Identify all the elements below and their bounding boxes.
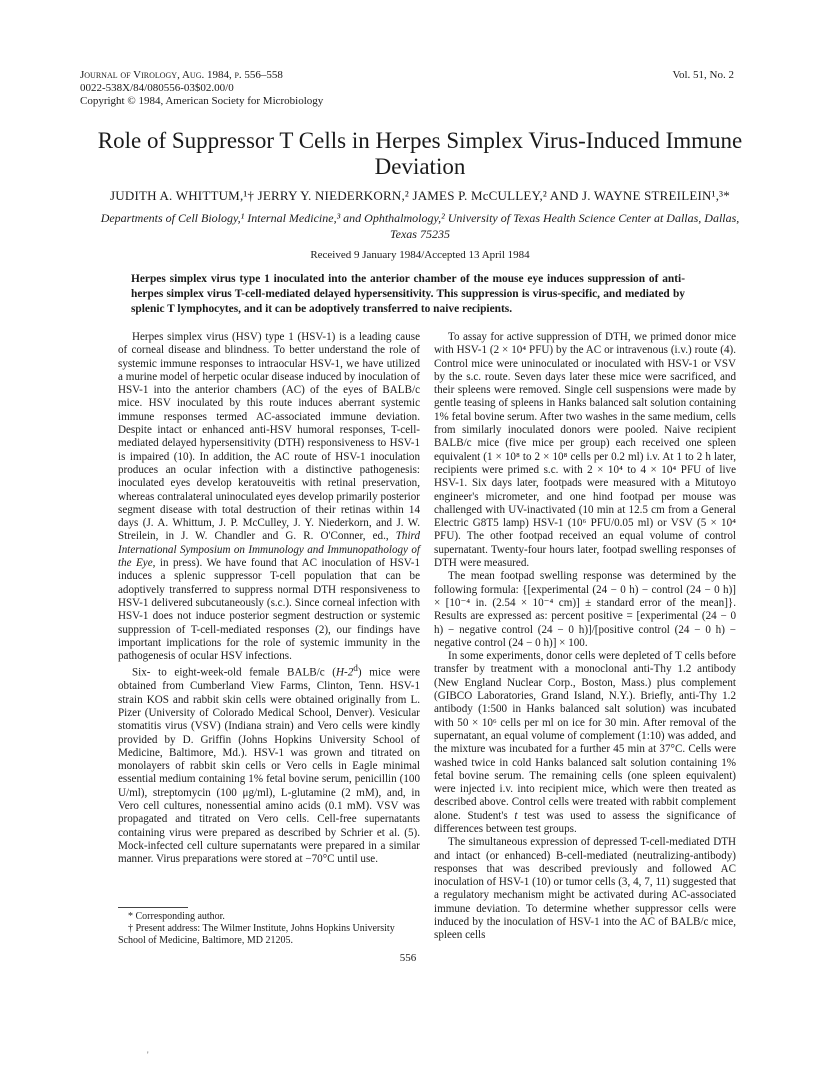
paragraph: To assay for active suppression of DTH, we primed donor mice with HSV-1 (2 × 10⁴ PFU) by the AC or intravenous (i.v.) route (4). Control mice were uninoculated or inoculated with HSV-1 or VSV by the s.c. route. Seven days later these mice were sacrificed, and their spleens were removed. Single cell suspensions were made by gentle teasing of spleens in Hanks balanced salt solution containing 1% fetal bovine serum. After two washes in the same medium, cells from similarly inoculated donors were pooled. Naive recipient BALB/c mice (five mice per group) each received one spleen equivalent (1 × 10⁸ to 2 × 10⁸ cells per 0.2 ml) i.v. At 1 to 2 h later, recipients were primed s.c. with 2 × 10⁴ to 4 × 10⁴ PFU of live HSV-1. Six days later, footpads were measured with a Mitutoyo engineer's micrometer, and one hind footpad per mouse was challenged with UV-inactivated (10 min at 12.5 cm from a General Electric G8T5 lamp) HSV-1 (10⁶ PFU/0.05 ml) or VSV (5 × 10⁴ PFU). The other footpad received an equal volume of control supernatant. Twenty-four hours later, footpad swelling responses of DTH were measured. xyxy=(434,331,736,570)
footnote-rule xyxy=(118,907,188,908)
copyright-line: Copyright © 1984, American Society for Microbiology xyxy=(80,95,324,107)
paragraph xyxy=(118,331,420,663)
received-dates: Received 9 January 1984/Accepted 13 April 1984 xyxy=(310,249,530,261)
paragraph: The simultaneous expression of depressed T-cell-mediated DTH and intact (or enhanced) B-cell-mediated (neutralizing-antibody) responses that was described previously and followed AC inoculation of HSV-1 (10) or tumor cells (3, 4, 7, 11) suggested that a regulatory mechanism might be activated during AC-associated immune deviation. To determine whether suppressor cells were induced by the inoculation of HSV-1 into the AC of BALB/c mice, spleen cells xyxy=(434,836,736,942)
page-number: 556 xyxy=(399,952,417,964)
footnotes xyxy=(118,911,420,947)
italic-run: Third International Symposium on Immunology and Immunopathology of the Eye, xyxy=(118,530,420,570)
left-column xyxy=(118,331,420,867)
italic-run: t xyxy=(514,809,518,822)
italic-run: H-2 xyxy=(336,667,354,680)
abstract: Herpes simplex virus type 1 inoculated into the anterior chamber of the mouse eye induces suppression of anti-herpes simplex virus T-cell-mediated delayed hypersensitivity. This suppression is virus-specific, and mediated by splenic T lymphocytes, and it can be adoptively transferred to naive recipients. xyxy=(131,273,685,315)
journal-line: Journal of Virology, Aug. 1984, p. 556–558 xyxy=(80,69,283,81)
volume-label: Vol. 51, No. 2 xyxy=(672,69,734,81)
affiliation: Departments of Cell Biology,¹ Internal Medicine,³ and Ophthalmology,² University of Texas Health Science Center at Dallas, Dallas, Texas 75235 xyxy=(100,211,740,241)
stray-mark: ' xyxy=(147,1050,149,1060)
journal-header xyxy=(80,69,323,108)
text-run: Six- to eight-week-old female BALB/c ( xyxy=(132,667,336,680)
footnote-present-address: † Present address: The Wilmer Institute, Johns Hopkins University School of Medicine, Baltimore, MD 21205. xyxy=(118,923,395,946)
right-column xyxy=(434,331,736,943)
paragraph xyxy=(118,663,420,866)
superscript: d xyxy=(353,664,358,675)
author-list: JUDITH A. WHITTUM,¹† JERRY Y. NIEDERKORN,² JAMES P. McCULLEY,² AND J. WAYNE STREILEIN¹,³* xyxy=(110,188,730,203)
footnote-corresponding: * Corresponding author. xyxy=(128,911,225,922)
issn-line: 0022-538X/84/080556-03$02.00/0 xyxy=(80,82,234,94)
text-run: In some experiments, donor cells were depleted of T cells before transfer by treatment with a monoclonal anti-Thy 1.2 antibody (New England Nuclear Corp., Boston, Mass.) plus complement (GIBCO Laboratories, Grand Island, N.Y.). Briefly, anti-Thy 1.2 antibody (1:500 in Hanks balanced salt solution) was incubated with 50 × 10⁶ cells per ml on ice for 30 min. After removal of the supernatant, an equal volume of complement (1:10) was added, and the mixture was incubated for a further 45 min at 37°C. Cells were washed twice in cold Hanks balanced salt solution containing 1% fetal bovine serum. The remaining cells (one spleen equivalent) were injected i.v. into recipient mice, which were then treated as described above. Control cells were treated with rabbit complement alone. Student's xyxy=(434,650,736,822)
text-run: ) mice were obtained from Cumberland View Farms, Clinton, Tenn. HSV-1 strain KOS and rabbit skin cells were obtained originally from L. Pizer (University of Colorado Medical School, Denver). Vesicular stomatitis virus (VSV) (Indiana strain) and Vero cells were kindly provided by D. Griffin (Johns Hopkins University School of Medicine, Baltimore, Md.). HSV-1 was grown and titrated on monolayers of rabbit skin cells or Vero cells in Eagle minimal essential medium containing 1% fetal bovine serum, penicillin (100 U/ml), streptomycin (100 μg/ml), L-glutamine (2 mM), and, in Vero cell cultures, nonessential amino acids (0.1 mM). VSV was propagated and titrated on Vero cells. Cell-free supernatants containing virus were prepared as described by Schrier et al. (5). Mock-infected cell culture supernatants were prepared in a similar manner. Virus preparations were stored at −70°C until use. xyxy=(118,667,420,866)
text-run: test was used to assess the significance of differences between test groups. xyxy=(434,809,736,835)
text-run: Herpes simplex virus (HSV) type 1 (HSV-1) is a leading cause of corneal disease and blindness. To better understand the role of systemic immune responses to intraocular HSV-1, we have utilized a murine model of herpetic ocular disease induced by inoculation of HSV-1 into the anterior chambers (AC) of the eyes of BALB/c mice. HSV inoculated by this route induces aberrant systemic immune responses termed AC-associated immune deviation. Despite intact or enhanced anti-HSV humoral responses, T-cell-mediated delayed hypersensitivity (DTH) responsiveness to HSV-1 is impaired (10). In addition, the AC route of HSV-1 inoculation produces an ocular infection with a distinctive pathogenesis: inoculated eyes develop keratouveitis with retinal preservation, whereas contralateral uninoculated eyes develop primarily posterior segment disease with total destruction of their retinas within 14 days (J. A. Whittum, J. P. McCulley, J. Y. Niederkorn, and J. W. Streilein, in J. W. Chandler and G. R. O'Conner, ed., xyxy=(118,331,420,543)
paragraph: The mean footpad swelling response was determined by the following formula: {[experimental (24 − 0 h) − control (24 − 0 h)] × [10⁻⁴ in. (2.54 × 10⁻⁴ cm)] ± standard error of the mean]}. Results are expressed as: percent positive = [experimental (24 − 0 h) − negative control (24 − 0 h)]/[positive control (24 − 0 h) − negative control (24 − 0 h)] × 100. xyxy=(434,570,736,649)
paragraph xyxy=(434,650,736,836)
article-title: Role of Suppressor T Cells in Herpes Simplex Virus-Induced Immune Deviation xyxy=(97,128,743,179)
text-run: in press). We have found that AC inoculation of HSV-1 induces a splenic suppressor T-cell population that can be adoptively transferred to suppress normal DTH responsiveness to HSV-1 delivered subcutaneously (s.c.). Since corneal infection with HSV-1 does not induce posterior segment destruction or systemic suppression of T-cell-mediated responses (2), our findings have important implications for the role of systemic immunity in the pathogenesis of ocular HSV infections. xyxy=(118,557,420,663)
